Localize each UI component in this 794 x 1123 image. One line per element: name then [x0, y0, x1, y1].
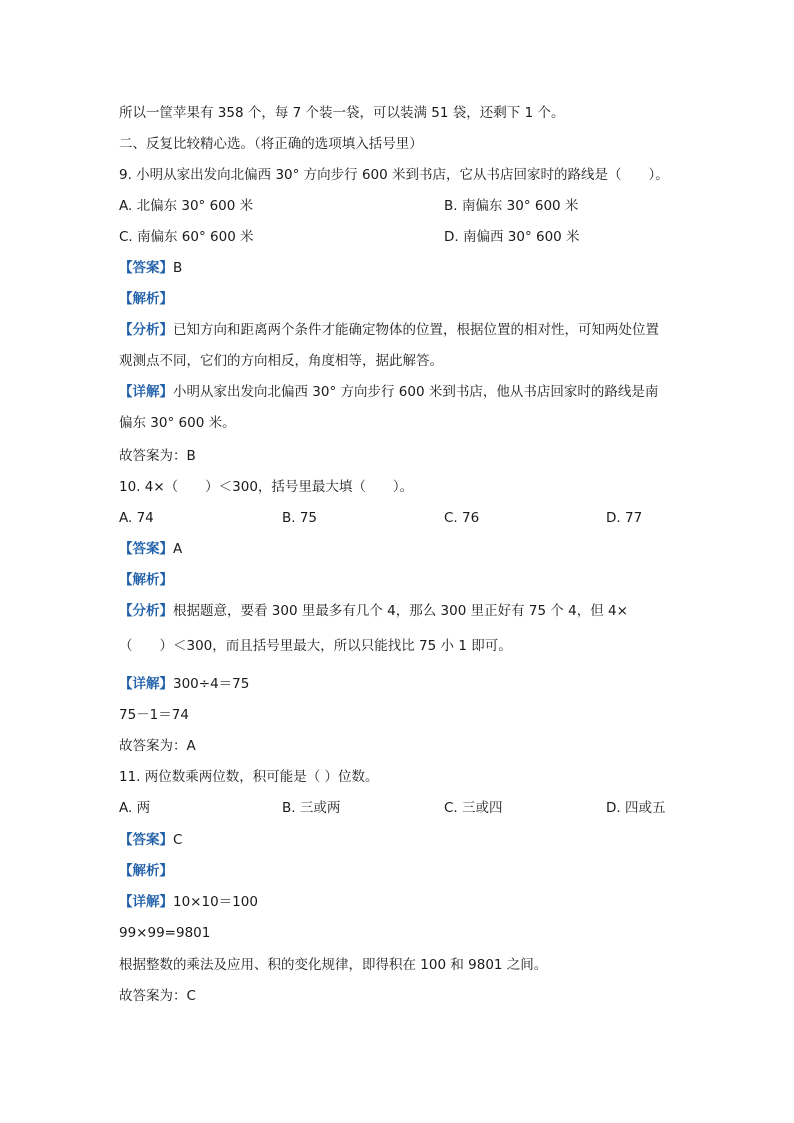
q10-analysis — [119, 601, 628, 621]
detail-label: 【详解】 — [119, 894, 173, 910]
question-10: 10. 4×（ ）＜300，括号里最大填（ ）。 — [119, 479, 414, 495]
text-line: 所以一筐苹果有 358 个，每 7 个装一袋，可以装满 51 袋，还剩下 1 个。 — [119, 105, 565, 121]
answer-value: B — [173, 260, 183, 276]
q9-option-c: C. 南偏东 60° 600 米 — [119, 229, 254, 245]
q10-option-d: D. 77 — [606, 510, 643, 526]
answer-value: A — [173, 541, 183, 557]
q10-answer — [119, 539, 182, 559]
q9-option-d: D. 南偏西 30° 600 米 — [444, 229, 580, 245]
detail-text: 小明从家出发向北偏西 30° 方向步行 600 米到书店，他从书店回家时的路线是南 — [173, 384, 659, 400]
answer-label: 【答案】 — [119, 260, 173, 276]
q11-explain: 根据整数的乘法及应用、积的变化规律，即得积在 100 和 9801 之间。 — [119, 957, 548, 973]
q11-option-b: B. 三或两 — [282, 800, 341, 816]
q9-analysis-cont: 观测点不同，它们的方向相反，角度相等，据此解答。 — [119, 353, 443, 369]
analysis-label: 【解析】 — [119, 291, 173, 307]
q11-final: 故答案为：C — [119, 988, 196, 1004]
q9-option-a: A. 北偏东 30° 600 米 — [119, 198, 254, 214]
q11-calc: 99×99=9801 — [119, 925, 211, 941]
q11-option-d: D. 四或五 — [606, 800, 666, 816]
q10-calc: 75－1＝74 — [119, 707, 189, 723]
answer-label: 【答案】 — [119, 541, 173, 557]
fenxi-label: 【分析】 — [119, 322, 173, 338]
q9-detail-cont: 偏东 30° 600 米。 — [119, 415, 236, 431]
q10-detail — [119, 674, 249, 694]
q9-answer — [119, 258, 182, 278]
detail-label: 【详解】 — [119, 676, 173, 692]
q9-option-b: B. 南偏东 30° 600 米 — [444, 198, 579, 214]
analysis-label: 【解析】 — [119, 863, 173, 879]
analysis-text: 根据题意，要看 300 里最多有几个 4，那么 300 里正好有 75 个 4，但 4× — [173, 603, 628, 619]
analysis-label: 【解析】 — [119, 572, 173, 588]
question-11: 11. 两位数乘两位数，积可能是（ ）位数。 — [119, 769, 379, 785]
q9-analysis — [119, 320, 659, 340]
answer-value: C — [173, 832, 183, 848]
section-heading: 二、反复比较精心选。（将正确的选项填入括号里） — [119, 136, 423, 152]
q10-option-b: B. 75 — [282, 510, 318, 526]
q11-analysis-heading — [119, 861, 173, 881]
fenxi-label: 【分析】 — [119, 603, 173, 619]
q10-final: 故答案为：A — [119, 738, 196, 754]
detail-text: 10×10＝100 — [173, 894, 258, 910]
q10-analysis-cont: （ ）＜300，而且括号里最大，所以只能找比 75 小 1 即可。 — [119, 638, 512, 654]
q10-analysis-heading — [119, 570, 173, 590]
q11-detail — [119, 892, 258, 912]
q11-option-a: A. 两 — [119, 800, 151, 816]
q9-detail — [119, 382, 658, 402]
analysis-text: 已知方向和距离两个条件才能确定物体的位置，根据位置的相对性，可知两处位置 — [173, 322, 659, 338]
q9-final: 故答案为：B — [119, 448, 196, 464]
q11-answer — [119, 830, 182, 850]
q10-option-c: C. 76 — [444, 510, 480, 526]
q9-analysis-heading — [119, 289, 173, 309]
detail-text: 300÷4＝75 — [173, 676, 250, 692]
question-9: 9. 小明从家出发向北偏西 30° 方向步行 600 米到书店，它从书店回家时的路线是（ ）。 — [119, 167, 669, 183]
q10-option-a: A. 74 — [119, 510, 154, 526]
q11-option-c: C. 三或四 — [444, 800, 503, 816]
answer-label: 【答案】 — [119, 832, 173, 848]
detail-label: 【详解】 — [119, 384, 173, 400]
